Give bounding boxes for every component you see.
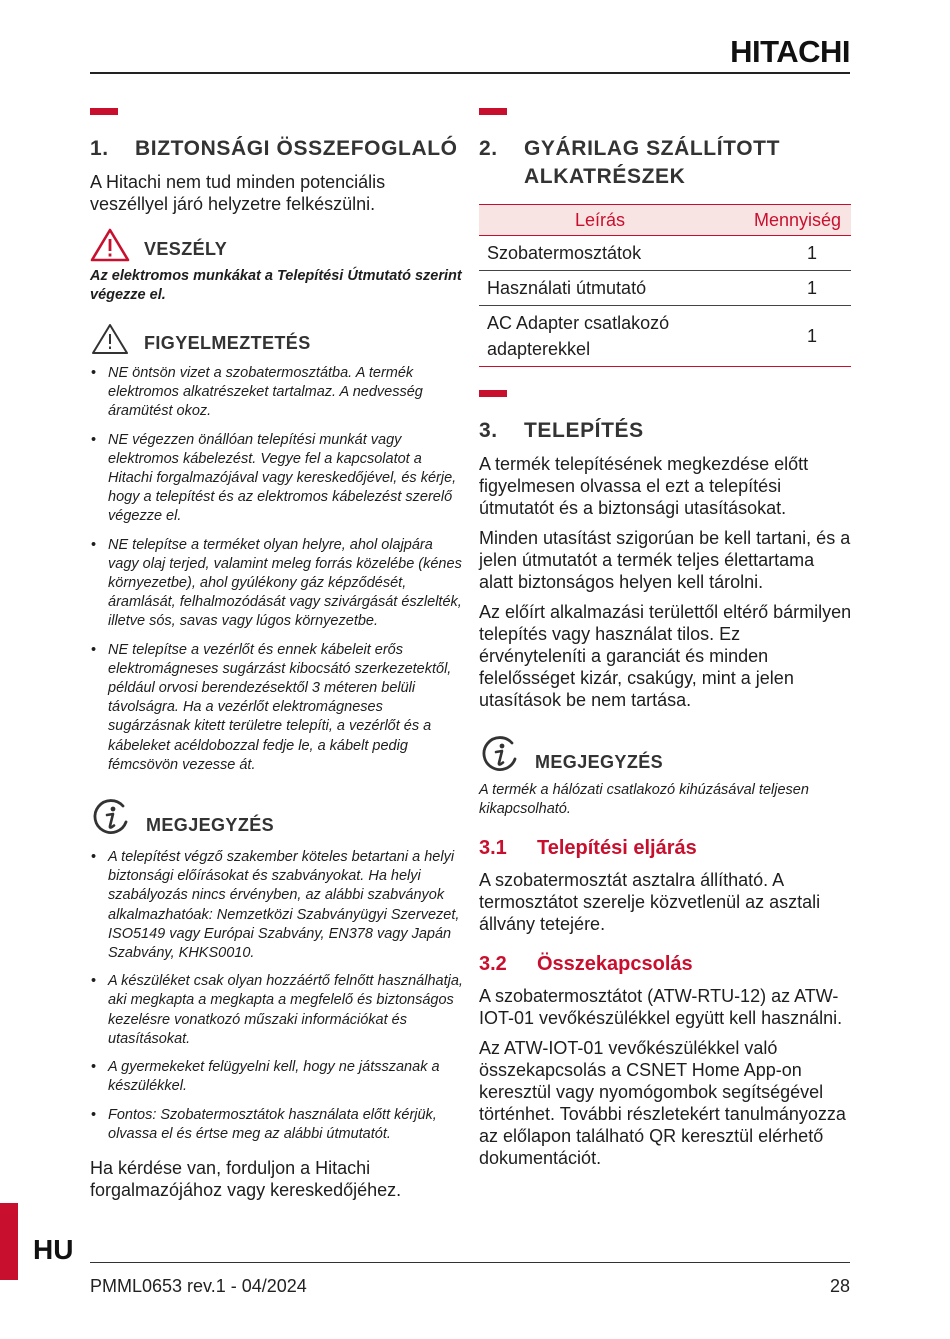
section-marker <box>479 390 507 397</box>
table-row <box>479 236 851 271</box>
list-item: • A telepítést végző szakember köteles betartani a helyi biztonsági előírásokat és szabványokat. Ha helyi szabályozás nincs érvényben, az alábbi szabványok alkalmazhatóak: Nemzetközi Szabványügyi Szervezet, ISO5149 vagy Európai Szabvány, EN378 vagy Japán Szabvány, KHKS0010. <box>90 848 463 963</box>
cell-description: AC Adapter csatlakozó adapterekkel <box>479 306 721 367</box>
section-title: TELEPÍTÉS <box>524 419 644 442</box>
section-title: GYÁRILAG SZÁLLÍTOTT ALKATRÉSZEK <box>524 137 780 188</box>
section-marker <box>479 108 507 115</box>
procedure-text: A szobatermosztát asztalra állítható. A termosztátot szerelje közvetlenül az asztali állvány tetejére. <box>479 870 821 934</box>
section-number: 2. <box>479 137 498 160</box>
note-list <box>90 848 463 1144</box>
safety-intro: A Hitachi nem tud minden potenciális veszéllyel járó helyzetre felkészülni. <box>90 172 386 214</box>
parts-table <box>479 204 851 367</box>
list-item: • A készüléket csak olyan hozzáértő felnőtt használhatja, aki megkapta a megkapta a megfelelő és biztonságos kezelésre vonatkozó műszaki információkat és utasításokat. <box>90 972 463 1049</box>
note-heading <box>90 798 463 838</box>
danger-label: VESZÉLY <box>144 238 228 259</box>
warning-list <box>90 364 463 775</box>
section-1-heading <box>90 135 463 163</box>
subsection-number: 3.1 <box>479 837 507 859</box>
language-tab-bar <box>0 1203 18 1280</box>
document-id: PMML0653 rev.1 - 04/2024 <box>90 1276 307 1296</box>
page-number: 28 <box>829 1276 850 1296</box>
section-2-heading <box>479 135 852 191</box>
warning-icon <box>90 322 130 356</box>
note-label: MEGJEGYZÉS <box>146 815 275 836</box>
note-heading <box>479 735 852 775</box>
subsection-title: Telepítési eljárás <box>537 837 697 859</box>
table-row <box>479 306 851 367</box>
hitachi-logo: HITACHI <box>730 34 850 69</box>
danger-icon <box>90 228 130 262</box>
install-paragraph: Minden utasítást szigorúan be kell tartani, és a jelen útmutatót a termék teljes élettartama alatt biztonságos helyen kell tárolni. <box>479 528 851 592</box>
install-paragraph: A termék telepítésének megkezdése előtt figyelmesen olvassa el ezt a telepítési útmutatót és a biztonsági utasításokat. <box>479 454 809 518</box>
column-header-quantity: Mennyiség <box>721 205 851 236</box>
list-item: • NE telepítse a terméket olyan helyre, ahol olajpára vagy olaj terjed, valamint meleg forrás közelébe (kénes környezetbe), ahol gyúlékony gáz képződését, áramlását, felhalmozódását vagy szivárgását észlelték, illetve sós, savas vagy lúgos környezetbe. <box>90 536 463 632</box>
list-item: • Fontos: Szobatermosztátok használata előtt kérjük, olvassa el és értse meg az alábbi útmutatót. <box>90 1106 463 1144</box>
subsection-title: Összekapcsolás <box>537 953 693 975</box>
table-row <box>479 271 851 306</box>
cell-description: Szobatermosztátok <box>479 236 721 271</box>
language-code: HU <box>33 1234 74 1265</box>
section-title: BIZTONSÁGI ÖSSZEFOGLALÓ <box>135 137 458 160</box>
section-number: 1. <box>90 137 109 160</box>
cell-quantity: 1 <box>721 306 851 367</box>
cell-description: Használati útmutató <box>479 271 721 306</box>
warning-heading <box>90 321 463 357</box>
list-item: • NE öntsön vizet a szobatermosztátba. A termék elektromos alkatrészeket tartalmaz. A nedvesség áramütést okoz. <box>90 364 463 422</box>
header-rule <box>90 72 850 74</box>
section-3-heading <box>479 417 852 445</box>
left-column <box>90 108 463 1201</box>
subsection-3-2-heading <box>479 951 852 977</box>
list-item: • A gyermekeket felügyelni kell, hogy ne játsszanak a készülékkel. <box>90 1058 463 1096</box>
danger-text: Az elektromos munkákat a Telepítési Útmutató szerint végezze el. <box>90 268 462 303</box>
info-icon <box>479 735 519 775</box>
closing-text: Ha kérdése van, forduljon a Hitachi forgalmazójához vagy kereskedőjéhez. <box>90 1157 402 1200</box>
section-number: 3. <box>479 419 498 442</box>
connection-paragraph: Az ATW-IOT-01 vevőkészülékkel való összekapcsolás a CSNET Home App-on keresztül vagy nyomógombok segítségével történhet. További részletekért tanulmányozza az előlapon található QR keresztül elérhető dokumentációt. <box>479 1038 846 1168</box>
info-icon <box>90 798 130 838</box>
danger-heading <box>90 227 463 263</box>
cell-quantity: 1 <box>721 271 851 306</box>
note-label: MEGJEGYZÉS <box>535 752 664 772</box>
note-text: A termék a hálózati csatlakozó kihúzásával teljesen kikapcsolható. <box>479 782 809 817</box>
list-item: • NE végezzen önállóan telepítési munkát vagy elektromos kábelezést. Vegye fel a kapcsolatot a Hitachi forgalmazójával vagy kereskedőjével, és kérje, hogy a telepítést és az elektromos kábelezést szerelő végezze el. <box>90 431 463 527</box>
install-paragraph: Az előírt alkalmazási területtől eltérő bármilyen telepítés vagy használat tilos. Ez érvényteleníti a garanciát és minden felelősséget kizár, csakúgy, mint a jelen utasítások be nem tartása. <box>479 602 852 710</box>
right-column <box>479 108 852 1169</box>
subsection-number: 3.2 <box>479 953 507 975</box>
footer-rule <box>90 1262 850 1263</box>
list-item: • NE telepítse a vezérlőt és ennek kábeleit erős elektromágneses sugárzást kibocsátó szerkezetektől, például orvosi berendezésektől 3 méteren belüli távolságra. Ha a vezérlőt elektromágneses sugárzásnak kitett területre telepíti, a vezérlőt és a kábeleket acéldobozzal fedje le, a kábelt pedig fémcsövön vezesse át. <box>90 641 463 775</box>
subsection-3-1-heading <box>479 835 852 861</box>
warning-label: FIGYELMEZTETÉS <box>144 332 311 353</box>
connection-paragraph: A szobatermosztátot (ATW-RTU-12) az ATW-IOT-01 vevőkészülékkel együtt kell használni. <box>479 986 843 1028</box>
cell-quantity: 1 <box>721 236 851 271</box>
table-header-row <box>479 205 851 236</box>
section-marker <box>90 108 118 115</box>
column-header-description: Leírás <box>479 205 721 236</box>
